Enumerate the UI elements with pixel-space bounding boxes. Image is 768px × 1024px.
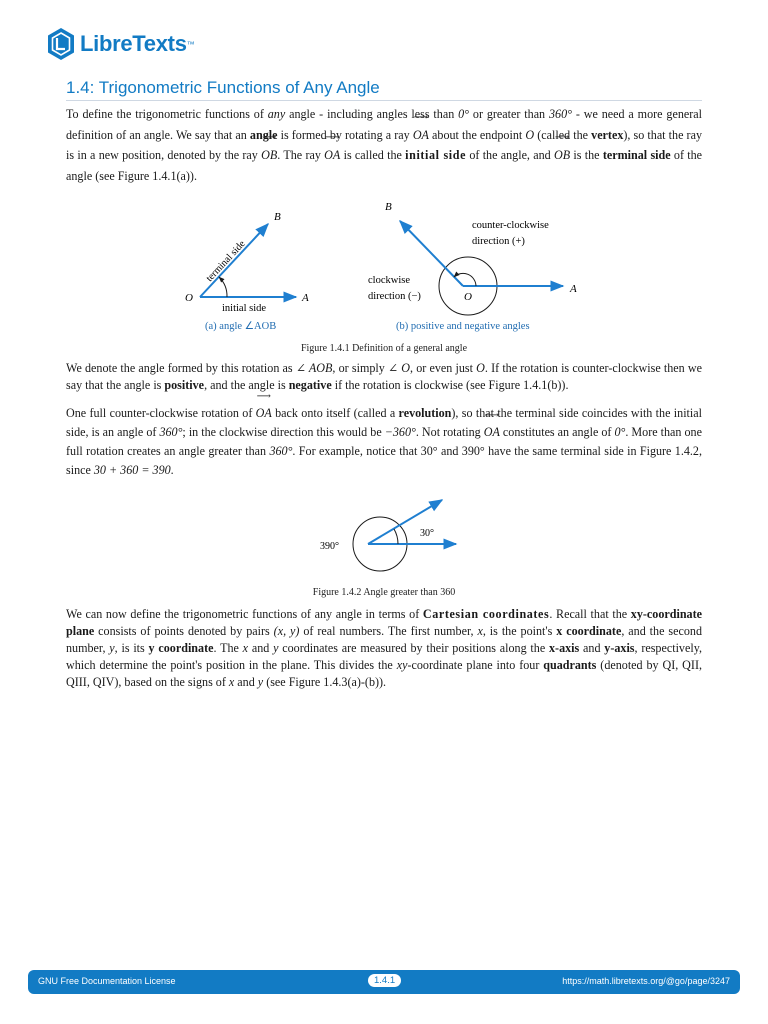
- paragraph-cartesian: We can now define the trigonometric functions of any angle in terms of Cartesian coordinates. Recall that the xy-coordinate plane consists of points denoted by pairs (x, y) of real numbers. The first number, x, is the point's x coordinate, and the second number, y, is its y coordinate. The x and y coordinates are measured by their positions along the x-axis and y-axis, respectively, which determine the point's position in the plane. This divides the xy-coordinate plane into four quadrants (denoted by QI, QII, QIII, QIV), based on the signs of x and y (see Figure 1.4.3(a)-(b)).: [66, 607, 703, 689]
- title-divider: [66, 100, 702, 101]
- figure-a-angle-aob: [185, 211, 309, 332]
- label-b-o: O: [464, 291, 472, 303]
- license-link[interactable]: GNU Free Documentation License: [38, 976, 176, 986]
- figure-general-angle: [170, 196, 600, 338]
- page-url-link[interactable]: https://math.libretexts.org/@go/page/3247: [562, 976, 730, 986]
- logo-wordmark: LibreTexts: [80, 31, 187, 56]
- page-footer: [28, 970, 740, 994]
- label-390: 390°: [320, 541, 339, 552]
- vector-oa: ⟶ OA: [413, 125, 429, 146]
- logo-trademark: ™: [186, 39, 195, 49]
- paragraph-angle-definition: To define the trigonometric functions of any angle - including angles less than 0° or greater than 360° - we need a more general definition of an angle. We say that an angle is formed by rotating a ray ⟶ OA about the endpoint O (called the vertex), so that the ray is in a new position, denoted by the ray ⟶ OB. The ray ⟶ OA is called the initial side of the angle, and ⟶ OB is the terminal side of the angle (see Figure 1.4.1(a)).: [66, 104, 702, 186]
- label-a-b: B: [274, 211, 281, 223]
- vector-ob: ⟶ OB: [261, 145, 277, 166]
- label-30: 30°: [420, 528, 434, 539]
- caption-a: (a) angle ∠AOB: [205, 321, 277, 332]
- figure-1-caption: Figure 1.4.1 Definition of a general angle: [300, 343, 468, 354]
- figure-angle-390: [310, 494, 470, 576]
- figure-b-directions: [368, 201, 577, 332]
- label-ccw-direction: direction (+): [472, 236, 525, 247]
- label-b-a: A: [570, 283, 577, 295]
- page-title: 1.4: Trigonometric Functions of Any Angle: [66, 78, 380, 97]
- page-number-badge: 1.4.1: [368, 974, 401, 987]
- label-terminal-side: terminal side: [204, 238, 248, 285]
- label-cw-direction: direction (−): [368, 291, 421, 302]
- paragraph-revolution: One full counter-clockwise rotation of ⟶ OA back onto itself (called a revolution), so that the terminal side coincides with the initial side, is an angle of 360°; in the clockwise direction this would be −360°. Not rotating ⟶ OA constitutes an angle of 0°. More than one full rotation creates an angle greater than 360°. For example, notice that 30° and 390° have the same terminal side in Figure 1.4.2, since 30 + 360 = 390.: [66, 404, 702, 480]
- figure-2-caption: Figure 1.4.2 Angle greater than 360: [312, 587, 456, 598]
- label-b-b: B: [385, 201, 392, 213]
- label-a-a: A: [302, 292, 309, 304]
- libretexts-logo[interactable]: [46, 26, 195, 62]
- libretexts-hexagon-icon: [46, 27, 76, 61]
- label-ccw: counter-clockwise: [472, 220, 549, 231]
- label-cw: clockwise: [368, 275, 410, 286]
- caption-b: (b) positive and negative angles: [396, 321, 530, 332]
- paragraph-positive-negative: We denote the angle formed by this rotation as ∠ AOB, or simply ∠ O, or even just O. If the rotation is counter-clockwise then we say that the angle is positive, and the angle is negative if the rotation is clockwise (see Figure 1.4.1(b)).: [66, 361, 703, 392]
- label-a-o: O: [185, 292, 193, 304]
- label-initial-side: initial side: [222, 303, 267, 314]
